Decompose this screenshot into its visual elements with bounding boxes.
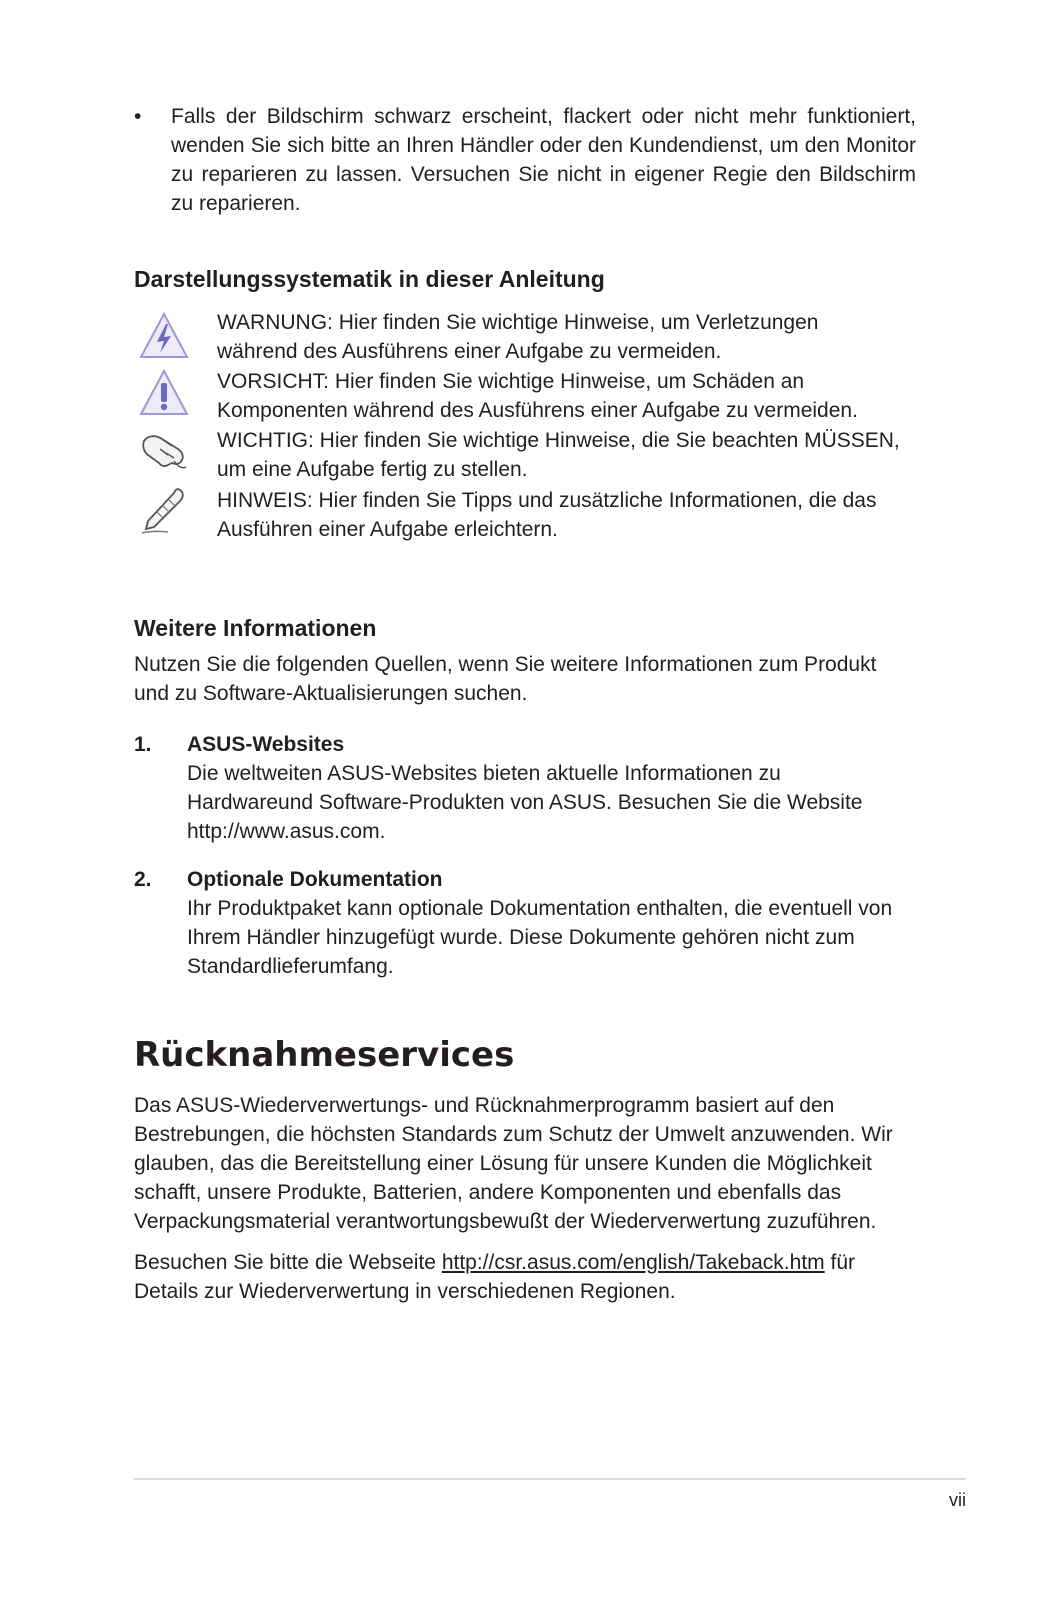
info-heading: Weitere Informationen (134, 615, 377, 641)
list-title: ASUS-Websites (187, 733, 345, 756)
list-line: Ihr Produktpaket kann optionale Dokumentation enthalten, die eventuell von (187, 897, 893, 920)
takeback-line: schafft, unsere Produkte, Batterien, andere Komponenten und ebenfalls das (134, 1181, 842, 1204)
takeback-visit-line2: Details zur Wiederverwertung in verschiedenen Regionen. (134, 1280, 676, 1303)
conventions-heading: Darstellungssystematik in dieser Anleitung (134, 266, 605, 292)
page-number: vii (949, 1490, 966, 1510)
takeback-link[interactable]: http://csr.asus.com/english/Takeback.htm (441, 1251, 825, 1274)
notice-caution-line2: Komponenten während des Ausführens einer Aufgabe zu vermeiden. (217, 399, 858, 422)
takeback-visit-pre: Besuchen Sie bitte die Webseite (134, 1251, 442, 1274)
list-title: Optionale Dokumentation (187, 868, 443, 891)
notice-important-line2: um eine Aufgabe fertig zu stellen. (217, 458, 528, 481)
safety-bullet (134, 102, 916, 218)
notice-caution-line1: VORSICHT: Hier finden Sie wichtige Hinweise, um Schäden an (217, 370, 805, 393)
list-item-optional-docs (187, 865, 927, 981)
takeback-paragraph-2 (134, 1248, 934, 1306)
list-line: Ihrem Händler hinzugefügt wurde. Diese Dokumente gehören nicht zum (187, 926, 855, 949)
caution-exclamation-icon (138, 367, 190, 419)
list-line: Standardlieferumfang. (187, 955, 394, 978)
takeback-visit-post: für (824, 1251, 855, 1274)
notice-important-line1: WICHTIG: Hier finden Sie wichtige Hinweise, die Sie beachten MÜSSEN, (217, 429, 900, 452)
notice-warning-line2: während des Ausführens einer Aufgabe zu vermeiden. (217, 340, 722, 363)
notice-hint-line1: HINWEIS: Hier finden Sie Tipps und zusätzliche Informationen, die das (217, 489, 877, 512)
takeback-heading: Rücknahmeservices (134, 1035, 515, 1075)
bullet-symbol: • (134, 105, 142, 128)
takeback-line: Verpackungsmaterial verantwortungsbewußt der Wiederverwertung zuzuführen. (134, 1210, 877, 1233)
info-intro-line2: und zu Software-Aktualisierungen suchen. (134, 682, 528, 705)
bullet-text: Falls der Bildschirm schwarz erscheint, flackert oder nicht mehr funktioniert, wenden Sie sich bitte an Ihren Händler oder den Kundendienst, um den Monitor zu reparieren zu lassen. Versuchen Sie nicht in eigener Regie den Bildschirm zu reparieren. (171, 105, 916, 215)
important-hand-icon (138, 425, 190, 477)
takeback-line: Das ASUS-Wiederverwertungs- und Rücknahmerprogramm basiert auf den (134, 1094, 835, 1117)
list-number-1: 1. (134, 733, 152, 756)
takeback-line: Bestrebungen, die höchsten Standards zum Schutz der Umwelt anzuwenden. Wir (134, 1123, 893, 1146)
footer-divider (134, 1478, 966, 1480)
list-line: http://www.asus.com. (187, 820, 386, 843)
list-line: Die weltweiten ASUS-Websites bieten aktuelle Informationen zu (187, 762, 781, 785)
list-item-asus-websites (187, 730, 927, 846)
list-number-2: 2. (134, 868, 152, 891)
notice-warning-line1: WARNUNG: Hier finden Sie wichtige Hinweise, um Verletzungen (217, 311, 819, 334)
takeback-line: glauben, das die Bereitstellung einer Lösung für unsere Kunden die Möglichkeit (134, 1152, 872, 1175)
note-pen-icon (138, 485, 190, 537)
takeback-visit-line (134, 1248, 934, 1277)
warning-lightning-icon (138, 310, 190, 362)
takeback-paragraph-1 (134, 1091, 934, 1236)
info-intro-line1: Nutzen Sie die folgenden Quellen, wenn Sie weitere Informationen zum Produkt (134, 653, 877, 676)
list-line: Hardwareund Software-Produkten von ASUS. Besuchen Sie die Website (187, 791, 863, 814)
notice-hint-line2: Ausführen einer Aufgabe erleichtern. (217, 518, 558, 541)
